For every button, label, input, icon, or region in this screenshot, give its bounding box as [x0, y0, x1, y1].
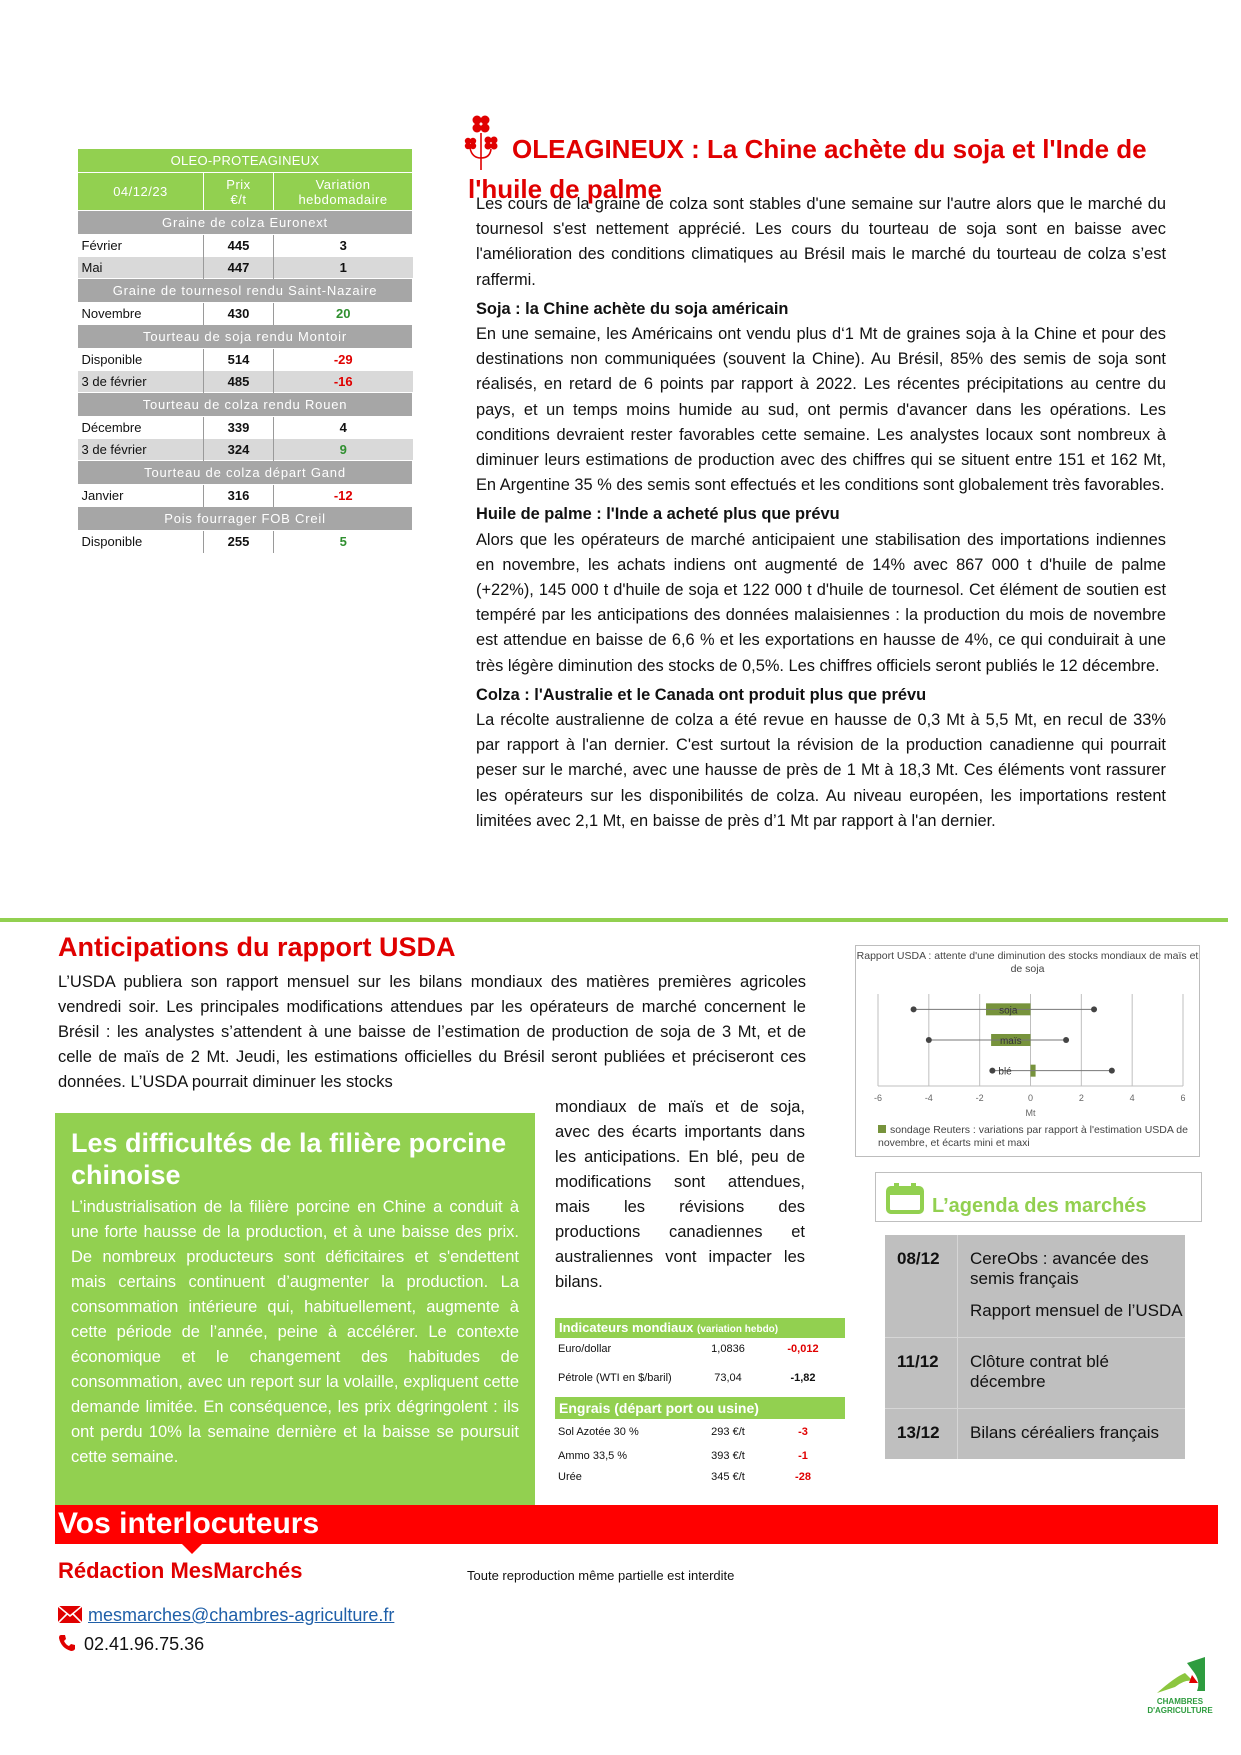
indicator-row — [555, 1338, 845, 1359]
section-divider — [0, 918, 1228, 922]
agenda-event: Bilans céréaliers français — [970, 1423, 1159, 1442]
row-label: Janvier — [81, 488, 124, 503]
engrais-variation: -28 — [795, 1470, 811, 1483]
engrais-value: 345 €/t — [711, 1470, 745, 1483]
table-row — [78, 531, 413, 553]
table-section-title: Graine de colza Euronext — [78, 211, 413, 235]
svg-text:-6: -6 — [873, 1093, 883, 1103]
table-row — [78, 349, 413, 371]
phone-icon — [58, 1634, 76, 1652]
row-variation: 3 — [274, 235, 413, 257]
row-label: Décembre — [81, 420, 142, 436]
porcine-box — [55, 1113, 535, 1507]
section-body-soja: En une semaine, les Américains ont vendu plus d‘1 Mt de graines soja à la Chine et pour des destinations non communiquées (souvent la Chine). Au Brésil, 85% des semis de soja sont réalisés, en retard de 6 points par rapport à 2022. Les récentes précipitations au centre du pays, et un temps moins humide au sud, ont permis d'avancer dans les opérations. Les conditions devraient rester favorables cette semaine. Les analystes locaux sont nombreux à diminuer leurs estimations de production avec des chiffres qui se situent entre 151 et 162 Mt, En Argentine 35 % des semis sont effectués et les conditions sont globalement très favorables. — [476, 325, 1166, 495]
row-variation: -29 — [274, 349, 413, 371]
svg-text:-2: -2 — [975, 1093, 984, 1103]
agenda-event: Clôture contrat blé décembre — [970, 1352, 1109, 1391]
table-row — [78, 235, 413, 257]
usda-body-continued: mondiaux de maïs et de soja, avec des écarts importants dans les anticipations. En blé, peu de modifications sont attendues, mais les révisions des productions canadiennes et australiennes vont impacter les bilans. — [555, 1098, 805, 1291]
svg-text:4: 4 — [1129, 1093, 1135, 1103]
svg-text:soja: soja — [999, 1005, 1018, 1017]
table-date: 04/12/23 — [78, 173, 204, 211]
logo-line1: CHAMBRES — [1156, 1697, 1204, 1706]
svg-text:-4: -4 — [924, 1093, 933, 1103]
row-label: 3 de février — [78, 439, 204, 461]
legend-label: sondage Reuters : variations par rapport à l'estimation USDA de novembre, et écarts mini et maxi — [878, 1124, 1188, 1149]
logo-line2: D'AGRICULTURE — [1147, 1706, 1213, 1715]
section-body-palme: Alors que les opérateurs de marché anticipaient une stabilisation des importations indiennes en novembre, les achats indiens ont augmenté de 14% avec 867 000 t d'huile de palme (+22%), 145 000 t d'huile de soja et 122 000 t d'huile de tournesol. Cet élément de soutien est tempéré par les anticipations des données malaisiennes : la production du mois de novembre est attendue en baisse de 6,6 % et les exportations en hausse de 4%, ce qui conduirait à une très légère diminution des stocks de 0,5%. Les chiffres officiels seront publiés le 12 décembre. — [476, 530, 1166, 675]
table-section-row — [78, 279, 413, 303]
porcine-title: Les difficultés de la filière porcine chinoise — [71, 1128, 507, 1190]
agenda-list — [885, 1235, 1185, 1459]
row-variation: 1 — [274, 257, 413, 279]
article-body — [476, 192, 1166, 834]
envelope-icon — [58, 1606, 82, 1623]
indicator-value: 73,04 — [714, 1372, 742, 1384]
agenda-title: L’agenda des marchés — [932, 1195, 1147, 1217]
contacts-band — [55, 1505, 1218, 1544]
table-row — [78, 417, 413, 439]
table-section-row — [78, 325, 413, 349]
row-label: Mai — [78, 257, 204, 279]
table-header-row — [78, 173, 413, 211]
email-line — [58, 1605, 394, 1626]
indicator-variation: -0,012 — [787, 1342, 819, 1355]
chart-plot — [856, 946, 1201, 1121]
row-price: 255 — [204, 531, 274, 553]
table-title-row — [78, 149, 413, 173]
calendar-icon — [886, 1183, 924, 1214]
chart-legend — [878, 1124, 1188, 1150]
row-variation: 5 — [274, 531, 413, 553]
indicators-header — [555, 1318, 845, 1338]
agenda-date: 11/12 — [885, 1338, 958, 1408]
table-row — [78, 371, 413, 393]
indicator-value: 1,0836 — [711, 1342, 745, 1355]
engrais-header: Engrais (départ port ou usine) — [555, 1397, 845, 1419]
chambres-agriculture-logo — [1135, 1655, 1225, 1725]
engrais-value: 393 €/t — [711, 1449, 745, 1462]
indicator-row — [555, 1359, 845, 1397]
col-price-header: Prix €/t — [204, 173, 274, 211]
agenda-item — [885, 1338, 1185, 1409]
agenda-header — [875, 1172, 1202, 1222]
engrais-label: Urée — [558, 1470, 582, 1483]
agenda-date: 08/12 — [885, 1235, 958, 1337]
table-row — [78, 303, 413, 325]
svg-text:maïs: maïs — [999, 1036, 1022, 1047]
col-variation-header: Variation hebdomadaire — [274, 173, 413, 211]
row-label: 3 de février — [78, 371, 204, 393]
agenda-item — [885, 1409, 1185, 1459]
price-table — [77, 148, 413, 553]
engrais-row — [555, 1419, 845, 1445]
engrais-value: 293 €/t — [711, 1426, 745, 1438]
table-section-title: Tourteau de colza départ Gand — [78, 461, 413, 485]
indicators-panel — [555, 1318, 845, 1487]
svg-text:blé: blé — [998, 1066, 1012, 1078]
engrais-label: Ammo 33,5 % — [558, 1449, 628, 1462]
row-price: 324 — [204, 439, 274, 461]
engrais-variation: -1 — [798, 1449, 808, 1462]
row-variation: -16 — [274, 371, 413, 393]
svg-text:0: 0 — [1027, 1093, 1034, 1103]
table-row — [78, 439, 413, 461]
table-section-title: Tourteau de colza rendu Rouen — [78, 393, 413, 417]
usda-chart — [855, 945, 1200, 1157]
engrais-row — [555, 1445, 845, 1466]
row-variation: 20 — [274, 303, 413, 325]
table-section-title: Pois fourrager FOB Creil — [78, 507, 413, 531]
row-label: Disponible — [81, 352, 143, 368]
row-variation: -12 — [274, 485, 413, 507]
chart-title: Rapport USDA : attente d'une diminution des stocks mondiaux de maïs et de soja — [856, 950, 1199, 975]
band-notch — [182, 1544, 202, 1554]
section-heading-colza: Colza : l'Australie et le Canada ont produit plus que prévu — [476, 685, 927, 704]
phone-line — [58, 1634, 204, 1655]
svg-text:2: 2 — [1078, 1093, 1084, 1103]
usda-body: L’USDA publiera son rapport mensuel sur les bilans mondiaux des matières premières agricoles vendredi soir. Les principales modifications attendues par les opérateurs de marché concernent le Brésil : les analystes s’attendent à une baisse de l’estimation de production de soja de 3 Mt, et de celle de maïs de 2 Mt. Jeudi, les estimations officielles du Brésil seront publiées et préciseront ces données. L’USDA pourrait diminuer les stocks — [58, 973, 806, 1091]
row-variation: 4 — [274, 417, 413, 439]
usda-title: Anticipations du rapport USDA — [58, 932, 456, 962]
porcine-body: L’industrialisation de la filière porcine en Chine a conduit à une forte hausse de la production, et à une baisse des prix. De nombreux producteurs sont déficitaires et s'endettent mais certains continuent d’augmenter la production. La consommation intérieure qui, habituellement, augmente à cette période de l’année, peine à accélérer. Le contexte économique et le changement des habitudes de consommation, avec un report sur la volaille, expliquent cette demande limitée. En conséquence, les prix dégringolent : ils ont perdu 10% la semaine dernière et la baisse se poursuit cette semaine. — [71, 1198, 519, 1466]
row-label: Novembre — [81, 306, 142, 321]
indicators-note: (variation hebdo) — [697, 1324, 779, 1335]
agenda-date: 13/12 — [885, 1409, 958, 1459]
row-price: 430 — [204, 303, 274, 325]
section-body-colza: La récolte australienne de colza a été revue en hausse de 0,3 Mt à 5,5 Mt, en recul de 33% par rapport à l'an dernier. C'est surtout la révision de la production canadienne qui pourrait peser sur le marché, avec une hausse de près de 1 Mt à 18,3 Mt. Ces éléments vont rassurer les opérateurs sur les disponibilités de colza. Au niveau européen, les importations restent limitées avec 2,1 Mt, en baisse de près d’1 Mt par rapport à l'an dernier. — [476, 711, 1166, 830]
agenda-event: Rapport mensuel de l’USDA — [970, 1301, 1183, 1320]
indicator-label: Pétrole (WTI en $/baril) — [558, 1372, 672, 1384]
row-price: 485 — [204, 371, 274, 393]
table-row — [78, 257, 413, 279]
indicators-title: Indicateurs mondiaux — [559, 1320, 694, 1335]
svg-text:6: 6 — [1180, 1093, 1186, 1103]
row-label: Disponible — [81, 534, 143, 550]
table-section-title: Graine de tournesol rendu Saint-Nazaire — [78, 279, 413, 303]
contacts-title: Vos interlocuteurs — [58, 1507, 320, 1540]
table-section-row — [78, 507, 413, 531]
row-price: 339 — [204, 417, 274, 439]
legend-swatch — [878, 1125, 886, 1133]
row-price: 447 — [204, 257, 274, 279]
row-label: Février — [81, 238, 122, 254]
phone-number: 02.41.96.75.36 — [84, 1634, 205, 1654]
engrais-row — [555, 1466, 845, 1487]
indicator-label: Euro/dollar — [558, 1342, 612, 1355]
copyright-notice: Toute reproduction même partielle est interdite — [467, 1568, 735, 1583]
svg-text:Mt: Mt — [1025, 1108, 1036, 1118]
engrais-label: Sol Azotée 30 % — [558, 1426, 639, 1438]
redaction-title: Rédaction MesMarchés — [58, 1558, 303, 1583]
table-title: OLEO-PROTEAGINEUX — [78, 149, 413, 173]
indicator-variation: -1,82 — [790, 1372, 816, 1384]
row-price: 316 — [204, 485, 274, 507]
table-section-row — [78, 393, 413, 417]
engrais-variation: -3 — [798, 1426, 808, 1438]
row-price: 445 — [204, 235, 274, 257]
email-link[interactable]: mesmarches@chambres-agriculture.fr — [88, 1605, 395, 1625]
table-section-row — [78, 461, 413, 485]
agenda-item — [885, 1235, 1185, 1338]
row-variation: 9 — [274, 439, 413, 461]
table-row — [78, 485, 413, 507]
table-section-row — [78, 211, 413, 235]
article-intro: Les cours de la graine de colza sont stables d'une semaine sur l'autre alors que le marché du tournesol s'est nettement apprécié. Les cours du tourteau de soja sont en baisse avec l'amélioration des conditions climatiques au Brésil mais le marché du tourteau de colza s’est raffermi. — [476, 195, 1166, 289]
logo-icon — [1135, 1655, 1225, 1697]
article-title-text: OLEAGINEUX : La Chine achète du soja et l'Inde de l'huile de palme — [468, 134, 1147, 204]
row-price: 514 — [204, 349, 274, 371]
section-heading-soja: Soja : la Chine achète du soja américain — [476, 299, 789, 318]
table-section-title: Tourteau de soja rendu Montoir — [78, 325, 413, 349]
flower-icon — [464, 114, 498, 172]
section-heading-palme: Huile de palme : l'Inde a acheté plus que prévu — [476, 505, 840, 524]
agenda-event: CereObs : avancée des semis français — [970, 1249, 1149, 1288]
